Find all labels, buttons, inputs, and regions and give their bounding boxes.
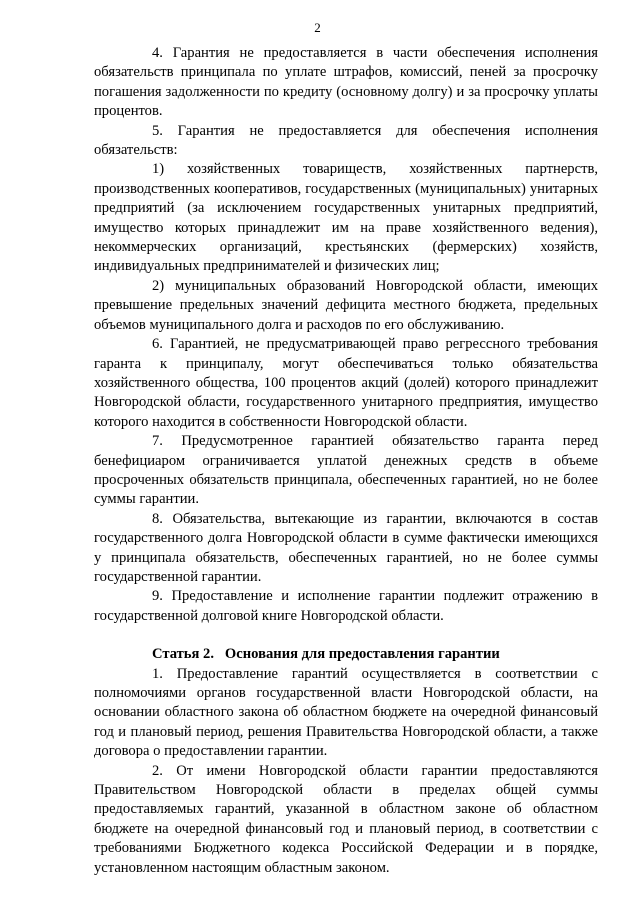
page-number: 2 xyxy=(314,20,321,35)
paragraph-5: 5. Гарантия не предоставляется для обеспечения исполнения обязательств: xyxy=(94,122,598,159)
paragraph-5-item-2: 2) муниципальных образований Новгородской области, имеющих превышение предельных значений дефицита местного бюджета, предельных объемов муниципального долга и расходов по его обслуживанию. xyxy=(94,277,598,333)
document-body xyxy=(94,44,598,878)
article-heading: Статья 2. Основания для предоставления гарантии xyxy=(152,646,500,663)
article-2-paragraph-1: 1. Предоставление гарантий осуществляется в соответствии с полномочиями органов государственной власти Новгородской области, на основании областного закона об областном бюджете на очередной финансовый год и плановый период, решения Правительства Новгородской области, а также договора о предоставлении гарантии. xyxy=(94,665,598,760)
paragraph-5-item-1: 1) хозяйственных товариществ, хозяйственных партнерств, производственных кооперативов, государственных (муниципальных) унитарных предприятий (за исключением государственных унитарных предприятий, имущество которых принадлежит им на праве хозяйственного ведения), некоммерческих организаций, крестьянских (фермерских) хозяйств, индивидуальных предпринимателей и физических лиц; xyxy=(94,161,598,275)
article-2-paragraph-2: 2. От имени Новгородской области гарантии предоставляются Правительством Новгородской области в пределах общей суммы предоставляемых гарантий, указанной в областном законе об областном бюджете на очередной финансовый год и плановый период, в соответствии с требованиями Бюджетного кодекса Российской Федерации и в порядке, установленном настоящим областным законом. xyxy=(94,762,598,876)
paragraph-4: 4. Гарантия не предоставляется в части обеспечения исполнения обязательств принципала по уплате штрафов, комиссий, пеней за просрочку погашения задолженности по кредиту (основному долгу) и за просрочку уплаты процентов. xyxy=(94,45,598,120)
paragraph-6: 6. Гарантией, не предусматривающей право регрессного требования гаранта к принципалу, могут обеспечиваться только обязательства хозяйственного общества, 100 процентов акций (долей) которого принадлежит Новгородской области, государственного унитарного предприятия, имущество которого находится в собственности Новгородской области. xyxy=(94,336,598,430)
paragraph-9: 9. Предоставление и исполнение гарантии подлежит отражению в государственной долговой книге Новгородской области. xyxy=(94,588,598,624)
paragraph-8: 8. Обязательства, вытекающие из гарантии, включаются в состав государственного долга Новгородской области в сумме фактически имеющихся у принципала обязательств, обеспеченных гарантией, но не более суммы государственной гарантии. xyxy=(94,510,598,585)
paragraph-7: 7. Предусмотренное гарантией обязательство гаранта перед бенефициаром ограничивается уплатой денежных средств в объеме просроченных обязательств принципала, обеспеченных гарантией, но не более суммы гарантии. xyxy=(94,433,598,508)
